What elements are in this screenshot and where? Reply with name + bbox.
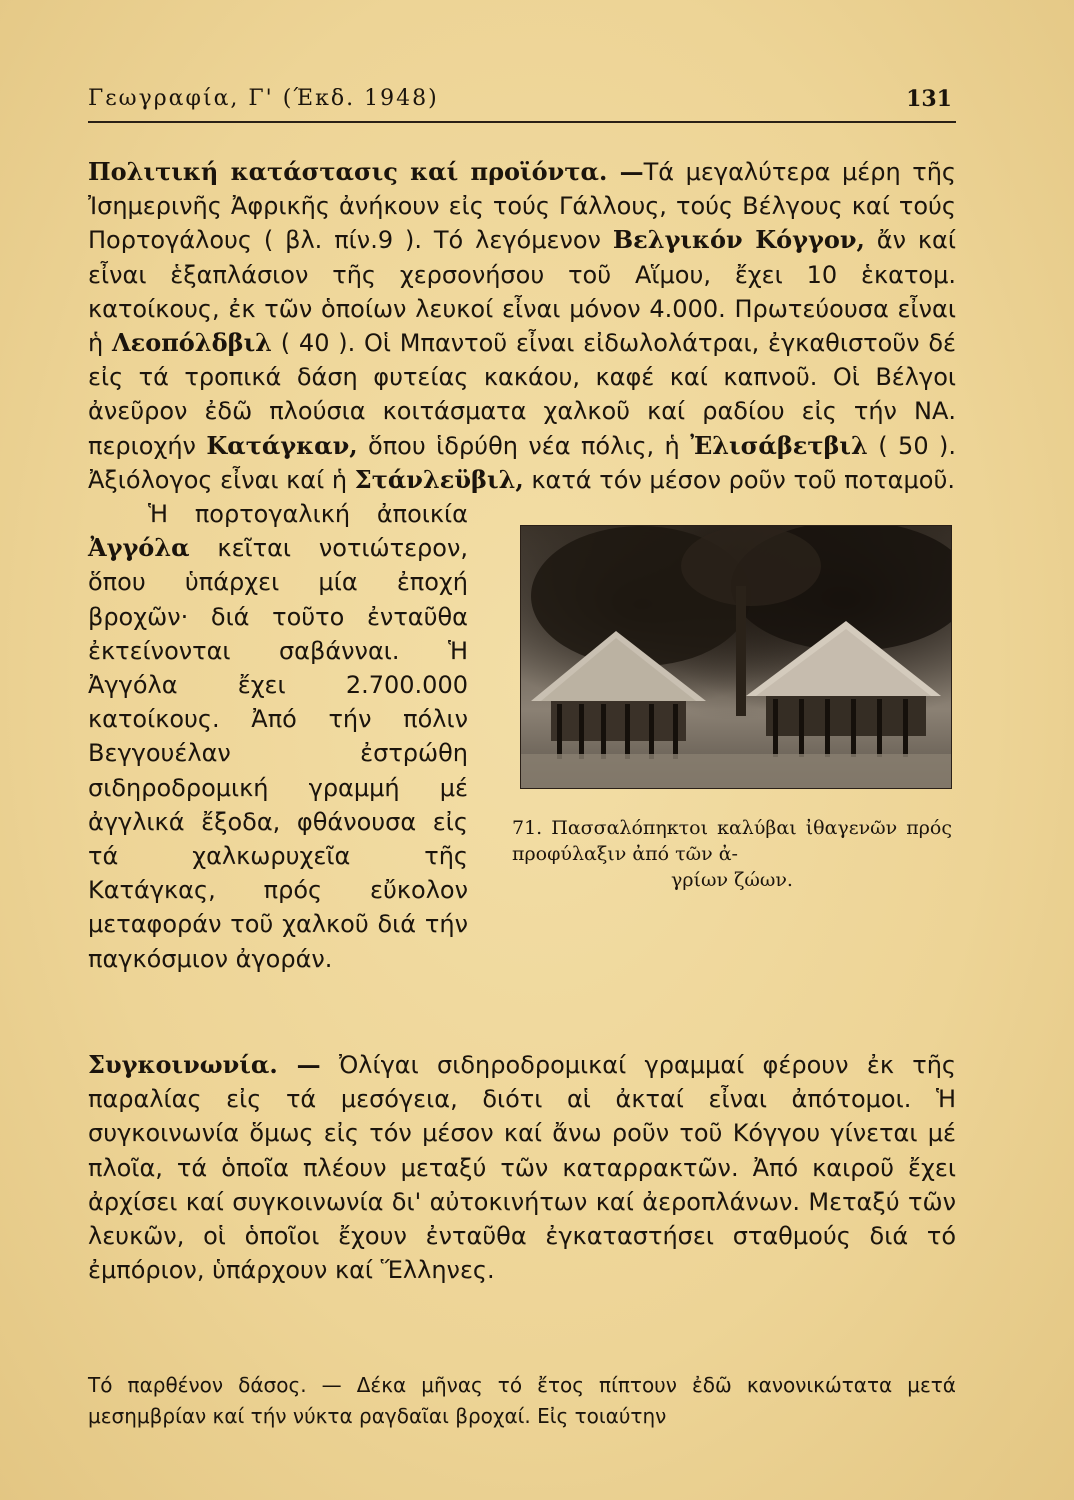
- header-rule: [88, 121, 956, 123]
- figure-71: [490, 503, 960, 929]
- page-number: 131: [906, 86, 952, 112]
- text-run: Ἡ πορτογαλική ἀποικία: [148, 500, 468, 529]
- caption-text: 71. Πασσαλόπηκτοι καλύβαι ἰθαγενῶν πρός προφύλαξιν ἀπό τῶν ἀ-: [512, 817, 952, 866]
- text-run: Ὀλίγαι σιδηροδρομικαί γραμμαί φέρουν ἐκ τῆς παραλίας εἰς τά μεσόγεια, διότι αἱ ἀκταί εἶναι ἀπότομοι. Ἡ συγκοινωνία ὅμως εἰς τόν μέσον καί ἄνω ροῦν τοῦ Κόγγου γίνεται μέ πλοῖα, τά ὁποῖα πλέουν μεταξύ τῶν καταρρακτῶν. Ἀπό καιροῦ ἔχει ἀρχίσει καί συγκοινωνία δι' αὐτοκινήτων καί ἀεροπλάνων. Μεταξύ τῶν λευκῶν, οἱ ὁποῖοι ἔχουν ἐνταῦθα ἐγκαταστήσει σταθμούς διά τό ἐμπόριον, ὑπάρχουν καί Ἕλληνες.: [88, 1051, 956, 1285]
- text-run: κεῖται νοτιώτερον, ὅπου ὑπάρχει μία ἐποχή βροχῶν· διά τοῦτο ἐνταῦθα ἐκτείνονται σαβάνναι. Ἡ Ἀγγόλα ἔχει 2.700.000 κατοίκους. Ἀπό τήν πόλιν Βεγγουέλαν ἐστρώθη σιδηροδρομική γραμμή μέ ἀγγλικά ἔξοδα, φθάνουσα εἰς τά χαλκωρυχεῖα τῆς Κατάγκας, πρός εὔκολον μεταφοράν τοῦ χαλκοῦ διά τήν παγκόσμιον ἀγοράν.: [88, 534, 468, 973]
- term-elisabethville: Ἐλισάβετβιλ: [690, 430, 868, 460]
- text-run: ἄν καί εἶναι ἑξαπλάσιον τῆς χερσονήσου τοῦ Αἵμου, ἔχει 10 ἑκατομ. κατοίκους, ἐκ τῶν ὁποίων λευκοί εἶναι μόνον 4.000. Πρωτεύουσα εἶναι ἡ: [88, 226, 957, 358]
- heading-communications: Συγκοινωνία. —: [88, 1050, 321, 1079]
- communications-text: [88, 1048, 956, 1287]
- running-header: [88, 86, 958, 111]
- huts-illustration: [521, 526, 951, 788]
- footnote-heading: Τό παρθένον δάσος. —: [88, 1373, 342, 1397]
- text-run: Τά μεγαλύτερα μέρη τῆς Ἰσημερινῆς Ἀφρικῆς ἀνήκουν εἰς τούς Γάλλους, τούς Βέλγους καί τούς Πορτογάλους ( βλ. πίν.9 ). Τό λεγόμενον: [88, 158, 956, 255]
- term-angola: Ἀγγόλα: [88, 533, 190, 563]
- figure-photo: [520, 525, 952, 789]
- header-title: Γεωγραφία, Γ' (Έκδ. 1948): [88, 86, 439, 111]
- term-leopoldville: Λεοπόλδβιλ: [112, 328, 273, 358]
- caption-text-end: γρίων ζώων.: [671, 869, 793, 892]
- paragraph-communications: [88, 1048, 956, 1287]
- heading-politics: Πολιτική κατάστασις καί προϊόντα. —: [88, 157, 644, 186]
- footnote-text: Δέκα μῆνας τό ἔτος πίπτουν ἐδῶ κανονικώτατα μετά μεσημβρίαν καί τήν νύκτα ραγδαῖαι βροχαί. Εἰς τοιαύτην: [88, 1373, 956, 1428]
- text-run: ( 50 ). Ἀξιόλογος εἶναι καί ἡ: [88, 431, 956, 494]
- main-text: [88, 155, 956, 976]
- paragraph-politics: [88, 155, 956, 497]
- term-katanga: Κατάγκαν,: [206, 430, 358, 460]
- footnote: [88, 1370, 956, 1432]
- term-stanleyville: Στάνλεϋβιλ,: [354, 464, 524, 494]
- term-belgian-congo: Βελγικόν Κόγγον,: [612, 225, 865, 255]
- text-run: ( 40 ). Οἱ Μπαντοῦ εἶναι εἰδωλολάτραι, ἐγκαθιστοῦν δέ εἰς τά τροπικά δάση φυτείας κακάου, καφέ καί καπνοῦ. Οἱ Βέλγοι ἀνεῦρον ἐδῶ πλούσια κοιτάσματα χαλκοῦ καί ραδίου εἰς τήν ΝΑ. περιοχήν: [88, 329, 957, 460]
- text-run: κατά τόν μέσον ροῦν τοῦ ποταμοῦ.: [523, 465, 955, 494]
- text-run: ὅπου ἱδρύθη νέα πόλις, ἡ: [357, 431, 691, 460]
- figure-caption: [512, 815, 952, 893]
